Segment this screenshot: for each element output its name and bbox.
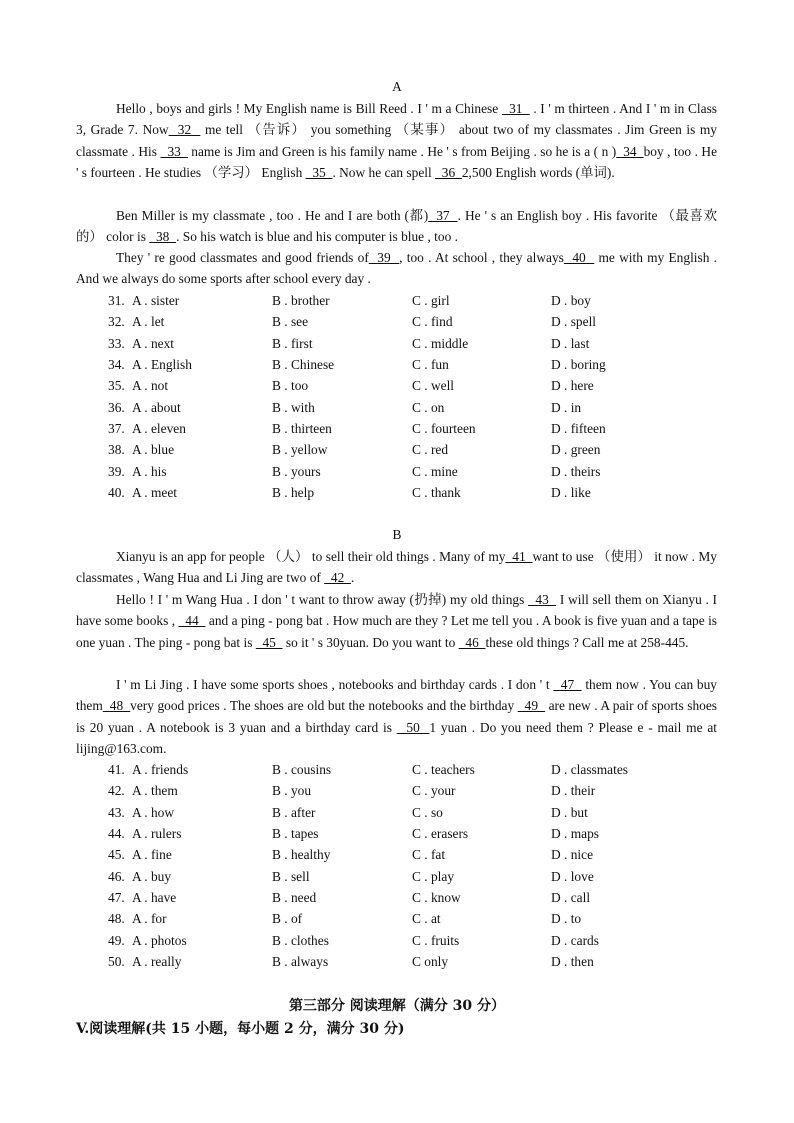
option-d: D . green [551,442,601,458]
blank-50: 50 [396,719,430,735]
option-d: D . in [551,399,582,415]
option-b: B . sell [272,868,310,884]
option-d: D . love [551,868,594,884]
question-number: 49. [108,932,125,948]
option-b: B . after [272,804,316,820]
question-number: 33. [108,335,125,351]
option-d: D . their [551,783,596,799]
paragraph: Ben Miller is my classmate , too . He and I are both (都) 37 . He ' s an English boy . His favorite （最喜欢的） color is 38 . So his watch is blue and his computer is blue , too . [76,208,717,245]
option-d: D . boring [551,357,606,373]
option-a: A . have [132,890,177,906]
option-c: C . on [412,399,445,415]
option-b: B . with [272,399,315,415]
blank-31: 31 [501,101,530,116]
blank-38: 38 [149,229,177,245]
option-a: A . them [132,783,178,799]
option-a: A . blue [132,442,175,458]
option-a: A . photos [132,932,187,948]
option-b: B . need [272,890,317,906]
option-c: C . red [412,442,449,458]
option-d: D . here [551,378,594,394]
option-a: A . English [132,357,192,373]
question-number: 35. [108,378,125,394]
option-d: D . nice [551,847,594,863]
option-c: C . at [412,911,441,927]
option-a: A . next [132,335,175,351]
option-b: B . cousins [272,762,332,777]
option-c: C . teachers [412,762,475,777]
option-c: C . girl [412,293,450,308]
question-number: 38. [108,442,125,458]
question-number: 36. [108,399,125,415]
blank-34: 34 [616,143,644,159]
option-d: D . call [551,890,591,906]
option-b: B . yellow [272,442,328,458]
option-a: A . for [132,911,167,927]
option-a: A . eleven [132,421,186,437]
option-c: C . your [412,783,456,799]
option-a: A . sister [132,293,180,308]
option-d: D . maps [551,826,599,842]
option-c: C . middle [412,335,469,351]
option-b: B . clothes [272,932,329,948]
question-number: 41. [108,762,125,777]
blank-44: 44 [178,613,206,629]
option-d: D . theirs [551,463,601,479]
option-a: A . meet [132,485,177,501]
part3-subtitle: V.阅读理解(共 15 小题，每小题 2 分，满分 30 分) [76,1021,405,1037]
blank-45: 45 [255,634,283,650]
option-b: B . thirteen [272,421,332,437]
question-number: 50. [108,954,125,970]
option-d: D . spell [551,314,597,330]
option-d: D . then [551,954,594,970]
question-number: 46. [108,868,125,884]
option-c: C . well [412,378,455,394]
option-a: A . buy [132,868,172,884]
option-d: D . but [551,804,588,820]
blank-40: 40 [563,250,595,265]
option-b: B . healthy [272,847,331,863]
question-number: 45. [108,847,125,863]
option-c: C . fat [412,847,446,863]
blank-46: 46 [458,634,486,650]
option-d: D . boy [551,293,591,308]
option-a: A . rulers [132,826,182,842]
paragraph: I ' m Li Jing . I have some sports shoes , notebooks and birthday cards . I don ' t 47 them now . You can buy them 48 very good prices . The shoes are old but the notebooks and the birthday 49 are new . A pair of sports shoes is 20 yuan . A notebook is 3 yuan and a birthday card is 50 1 yuan . Do you need them ? Please e - mail me at lijing@163.com. [76,677,718,756]
question-number: 31. [108,293,125,308]
paragraph: Xianyu is an app for people （人） to sell their old things . Many of my 41 want to use （使用） it now . My classmates , Wang Hua and Li Jing are two of 42 . [76,549,717,586]
option-d: D . to [551,911,582,927]
option-a: A . really [132,954,182,970]
paragraph: Hello ! I ' m Wang Hua . I don ' t want to throw away (扔掉) my old things 43 I will sell them on Xianyu . I have some books , 44 and a ping - pong bat . How much are they ? Let me tell you . A book is five yuan and a tape is one yuan . The ping - pong bat is 45 so it ' s 30yuan. Do you want to 46 these old things ? Call me at 258-445. [76,592,718,650]
option-c: C . know [412,890,461,906]
option-c: C . mine [412,463,458,479]
option-c: C . fun [412,357,449,373]
option-b: B . yours [272,463,321,479]
option-c: C . fruits [412,932,460,948]
option-b: B . see [272,314,309,330]
question-number: 42. [108,783,125,799]
blank-36: 36 [435,164,462,180]
option-b: B . Chinese [272,357,335,373]
question-number: 43. [108,804,125,820]
question-number: 32. [108,314,125,330]
option-d: D . fifteen [551,421,606,437]
question-number: 39. [108,463,125,479]
option-a: A . fine [132,847,172,863]
section-b-label: B [392,527,402,542]
question-number: 44. [108,826,125,842]
blank-33: 33 [160,143,188,159]
blank-48: 48 [102,698,131,714]
option-c: C . find [412,314,453,330]
option-d: D . classmates [551,762,628,777]
blank-37: 37 [428,208,458,223]
option-d: D . last [551,335,590,351]
option-a: A . let [132,314,165,330]
option-d: D . cards [551,932,599,948]
option-b: B . always [272,954,329,970]
section-a-label: A [392,79,402,94]
option-a: A . friends [132,762,189,777]
option-b: B . too [272,378,309,394]
blank-49: 49 [517,698,546,714]
question-number: 47. [108,890,125,906]
blank-32: 32 [168,122,201,138]
question-number: 34. [108,357,125,373]
option-d: D . like [551,485,591,501]
option-b: B . tapes [272,826,319,842]
option-a: A . not [132,378,169,394]
option-b: B . you [272,783,312,799]
blank-42: 42 [324,570,351,586]
blank-43: 43 [528,592,557,607]
option-b: B . help [272,485,315,501]
option-b: B . brother [272,293,330,308]
option-c: C . play [412,868,455,884]
blank-47: 47 [553,677,582,692]
option-c: C . thank [412,485,461,501]
question-number: 40. [108,485,125,501]
option-a: A . how [132,804,175,820]
part3-title: 第三部分 阅读理解（满分 30 分） [288,998,506,1014]
option-a: A . his [132,463,167,479]
option-b: B . of [272,911,303,927]
option-c: C . erasers [412,826,469,842]
blank-39: 39 [368,250,400,265]
blank-41: 41 [505,549,533,564]
option-c: C . fourteen [412,421,476,437]
paragraph: They ' re good classmates and good friends of 39 , too . At school , they always 40 me with my English . And we always do some sports after school every day . [76,250,718,287]
question-number: 48. [108,911,125,927]
blank-35: 35 [305,164,333,180]
option-c: C only [412,954,449,970]
option-a: A . about [132,399,181,415]
option-b: B . first [272,335,313,351]
option-c: C . so [412,804,443,820]
paragraph: Hello , boys and girls ! My English name is Bill Reed . I ' m a Chinese 31 . I ' m thirteen . And I ' m in Class 3, Grade 7. Now 32 me tell （告诉） you something （某事） about two of my classmates . Jim Green is my classmate . His 33 name is Jim and Green is his family name . He ' s from Beijing . so he is a ( n ) 34 boy , too . He ' s fourteen . He studies （学习） English 35 . Now he can spell 36 2,500 English words (单词). [76,101,718,180]
question-number: 37. [108,421,125,437]
